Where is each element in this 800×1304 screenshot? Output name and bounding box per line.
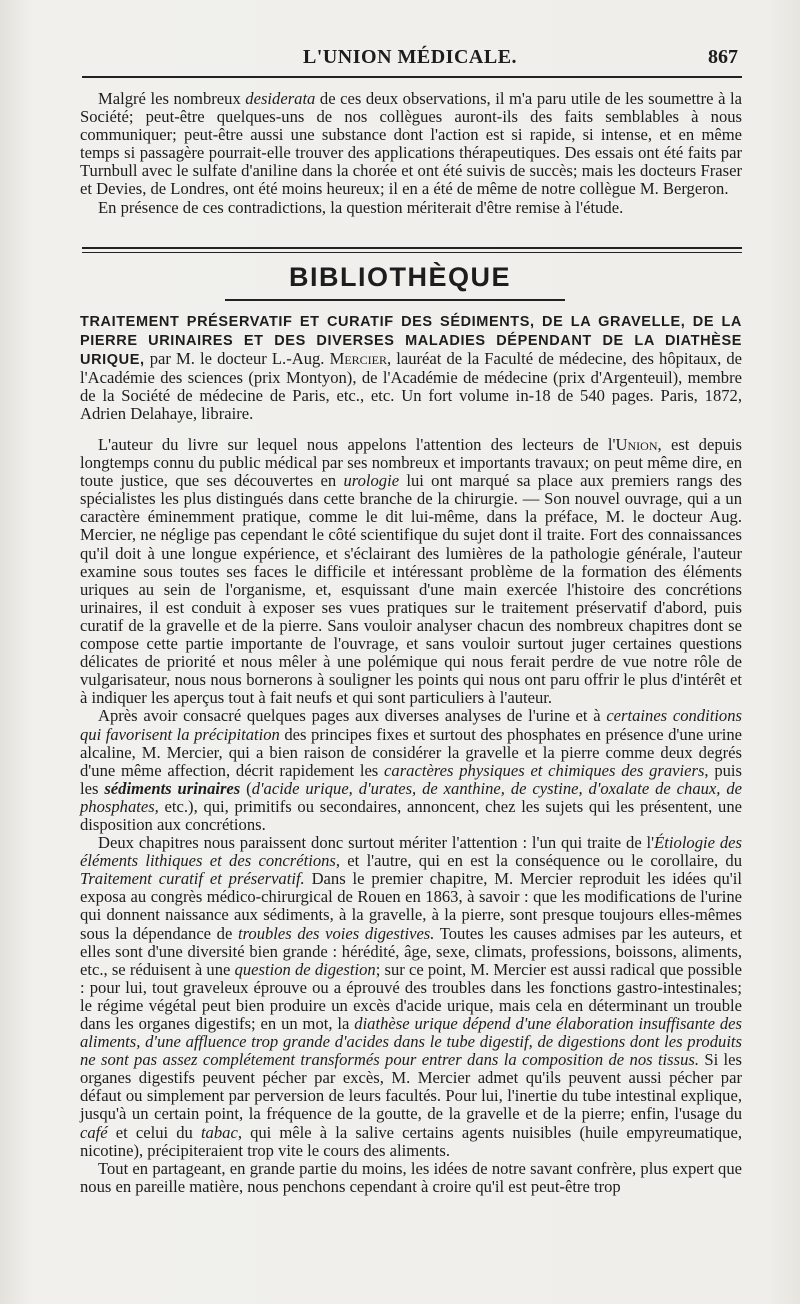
book-title: TRAITEMENT PRÉSERVATIF ET CURATIF DES SÉDIMENTS, DE LA GRAVELLE, DE LA PIERRE URINAIRES ET DES DIVERSES MALADIES DÉPENDANT DE LA DIATHÈSE URIQUE, bbox=[80, 314, 742, 369]
section-title: BIBLIOTHÈQUE bbox=[288, 262, 511, 292]
book-reference bbox=[80, 312, 742, 424]
intro-paragraph-2: En présence de ces contradictions, la question mériterait d'être remise à l'étude. bbox=[98, 197, 624, 217]
review-paragraph-4: Tout en partageant, en grande partie du moins, les idées de notre savant confrère, plus expert que nous en pareille matière, nous penchons cependant à croire qu'il est peut-être trop bbox=[80, 1158, 742, 1196]
author-name: Mercier bbox=[329, 349, 387, 369]
section-underline bbox=[225, 299, 565, 301]
intro-paragraph-1: Malgré les nombreux desiderata de ces deux observations, il m'a paru utile de les soumettre à la Société; peut-être quelques-uns de nos collègues auront-ils des faits semblables à nous communiquer; peut-être aussi une substance dont l'action est si rapide, si intense, et en même temps si passagère pourrait-elle trouver des applications thérapeutiques. Des essais ont été faits par Turnbull avec le sulfate d'aniline dans la chorée et ont été suivis de succès; mais les docteurs Fraser et Devies, de Londres, ont été moins heureux; il en a été de même de notre collègue M. Bergeron. bbox=[80, 89, 742, 199]
book-citation: TRAITEMENT PRÉSERVATIF ET CURATIF DES SÉDIMENTS, DE LA GRAVELLE, DE LA PIERRE URINAIRES ET DES DIVERSES MALADIES DÉPENDANT DE LA DIATHÈSE URIQUE, par M. le docteur L.-Aug. Mercier, lauréat de la Faculté de médecine, des hôpitaux, de l'Académie des sciences (prix Montyon), de l'Académie de médecine (prix d'Argenteuil), membre de la Société de médecine de Paris, etc., etc. Un fort volume in-18 de 540 pages. Paris, 1872, Adrien Delahaye, libraire. bbox=[80, 314, 743, 424]
review-text bbox=[80, 436, 742, 1196]
intro-text bbox=[80, 90, 742, 217]
review-paragraph-2: Après avoir consacré quelques pages aux diverses analyses de l'urine et à certaines conditions qui favorisent la précipitation des principes fixes et surtout des phosphates en présence d'une urine alcaline, M. Mercier, qui a bien raison de considérer la gravelle et la pierre comme deux degrés d'une même affection, décrit rapidement les caractères physiques et chimiques des graviers, puis les sédiments urinaires (d'acide urique, d'urates, de xanthine, de cystine, d'oxalate de chaux, de phosphates, etc.), qui, primitifs ou secondaires, annoncent, chez les sujets qui les présentent, une disposition aux concrétions. bbox=[80, 706, 742, 834]
review-paragraph-1: L'auteur du livre sur lequel nous appelons l'attention des lecteurs de l'Union, est depuis longtemps connu du public médical par ses nombreux et importants travaux; on peut même dire, en toute justice, que ses découvertes en urologie lui ont marqué sa place aux premiers rangs des spécialistes les plus distingués dans cette branche de la chirurgie. — Son nouvel ouvrage, qui a un caractère éminemment pratique, comme le dit lui-même, dans la préface, M. le docteur Aug. Mercier, ne néglige pas cependant le côté scientifique du sujet dont il traite. Fort des connaissances qu'il doit à une longue expérience, et s'éclairant des lumières de la pathologie générale, l'auteur examine sous toutes ses faces le difficile et intéressant problème de la formation des éléments uriques au sein de l'organisme, et, esquissant d'une main exercée l'histoire des concrétions urinaires, il est conduit à exposer ses vues pratiques sur le traitement préservatif d'abord, puis curatif de la gravelle et de la pierre. Sans vouloir analyser chacun des nombreux chapitres dont se compose cette partie importante de l'ouvrage, et sans vouloir surtout juger certaines questions délicates de priorité et nous mêler à une polémique qui nous ferait perdre de vue notre rôle de vulgarisateur, nous nous bornerons à souligner les points qui nous ont paru offrir le plus d'intérêt et à indiquer les aperçus tout à fait neufs et qui sont particuliers à l'auteur. bbox=[80, 435, 742, 708]
review-paragraph-3: Deux chapitres nous paraissent donc surtout mériter l'attention : l'un qui traite de l'Étiologie des éléments lithiques et des concrétions, et l'autre, qui en est la conséquence ou le corollaire, du Traitement curatif et préservatif. Dans le premier chapitre, M. Mercier reproduit les idées qu'il exposa au congrès médico-chirurgical de Rouen en 1863, à savoir : que les modifications de l'urine qui donnent naissance aux sédiments, à la gravelle, à la pierre, sont presque toujours elles-mêmes sous la dépendance de troubles des voies digestives. Toutes les causes admises par les auteurs, et elles sont d'une diversité bien grande : hérédité, âge, sexe, climats, professions, boissons, aliments, etc., se réduisent à une question de digestion; sur ce point, M. Mercier est aussi radical que possible : pour lui, tout graveleux éprouve ou a éprouvé des troubles dans les fonctions gastro-intestinales; le régime végétal peut bien produire un excès d'acide urique, mais cela en déterminant un trouble dans les organes digestifs; en un mot, la diathèse urique dépend d'une élaboration insuffisante des aliments, d'une affluence trop grande d'acides dans le tube digestif, de digestions dont les produits ne sont pas assez complétement transformés pour entrer dans la composition de nos tissus. Si les organes digestifs peuvent pécher par excès, M. Mercier admet qu'ils peuvent aussi pécher par défaut ou simplement par perversion de leurs facultés. Pour lui, l'inertie du tube intestinal explique, jusqu'à un certain point, la fréquence de la goutte, de la gravelle et de la pierre; enfin, l'usage du café et celui du tabac, qui mêle à la salive certains agents nuisibles (huile empyreumatique, nicotine), précipiteraient trop vite le cours des aliments. bbox=[80, 833, 742, 1160]
section-rule-top-thin bbox=[82, 252, 742, 253]
running-title: L'UNION MÉDICALE. bbox=[302, 46, 518, 68]
page-number: 867 bbox=[708, 46, 738, 68]
page-header bbox=[80, 44, 740, 74]
section-rule-top bbox=[82, 247, 742, 249]
header-rule bbox=[82, 76, 742, 78]
